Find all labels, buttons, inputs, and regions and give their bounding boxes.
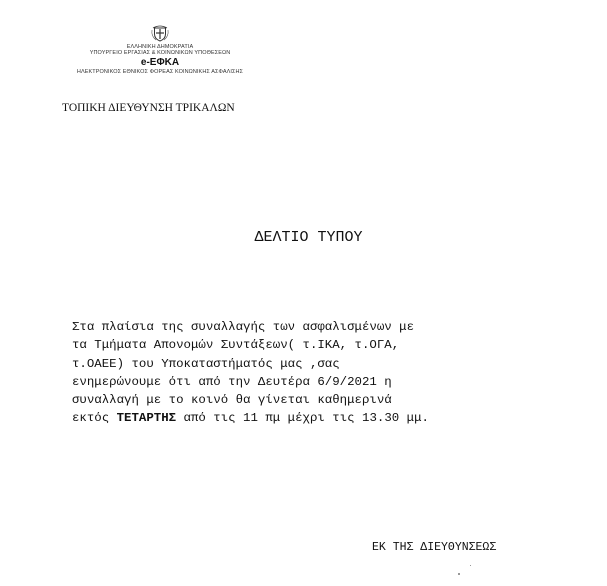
body-line-1: Στα πλαίσια της συναλλαγής των ασφαλισμένων με [72,320,415,334]
body-line-6-weekday: ΤΕΤΑΡΤΗΣ [116,411,177,426]
scan-speck [458,573,460,575]
body-line-6-post: από τις 11 πμ μέχρι τις 13.30 μμ. [176,411,429,426]
letterhead-brand: e-ΕΦΚΑ [140,57,180,69]
letterhead-republic: ΕΛΛΗΝΙΚΗ ΔΗΜΟΚΡΑΤΙΑ [126,44,194,50]
signature-line: ΕΚ ΤΗΣ ΔΙΕΥΘΥΝΣΕΩΣ [372,541,497,554]
body-line-5: συναλλαγή με το κοινό θα γίνεται καθημερινά [72,393,392,408]
announcement-body [72,318,429,428]
letterhead [60,22,260,75]
body-line-4: ενημερώνουμε ότι από την Δευτέρα 6/9/2021 η [72,374,392,389]
greek-coat-of-arms-icon [150,22,170,42]
body-line-2: τα Τμήματα Απονομών Συντάξεων( τ.ΙΚΑ, τ.ΟΓΑ, [72,338,400,353]
letterhead-agency: ΗΛΕΚΤΡΟΝΙΚΟΣ ΕΘΝΙΚΟΣ ΦΟΡΕΑΣ ΚΟΙΝΩΝΙΚΗΣ ΑΣΦΑΛΙΣΗΣ [76,69,244,76]
office-heading: ΤΟΠΙΚΗ ΔΙΕΥΘΥΝΣΗ ΤΡΙΚΑΛΩΝ [62,102,235,114]
document-title: ΔΕΛΤΙΟ ΤΥΠΟΥ [254,229,363,246]
body-line-6-pre: εκτός [72,411,117,426]
body-line-3: τ.ΟΑΕΕ) του Υποκαταστήματός μας ,σας [72,356,340,371]
scan-speck [470,565,471,566]
letterhead-ministry: ΥΠΟΥΡΓΕΙΟ ΕΡΓΑΣΙΑΣ & ΚΟΙΝΩΝΙΚΩΝ ΥΠΟΘΕΣΕΩΝ [89,50,231,57]
